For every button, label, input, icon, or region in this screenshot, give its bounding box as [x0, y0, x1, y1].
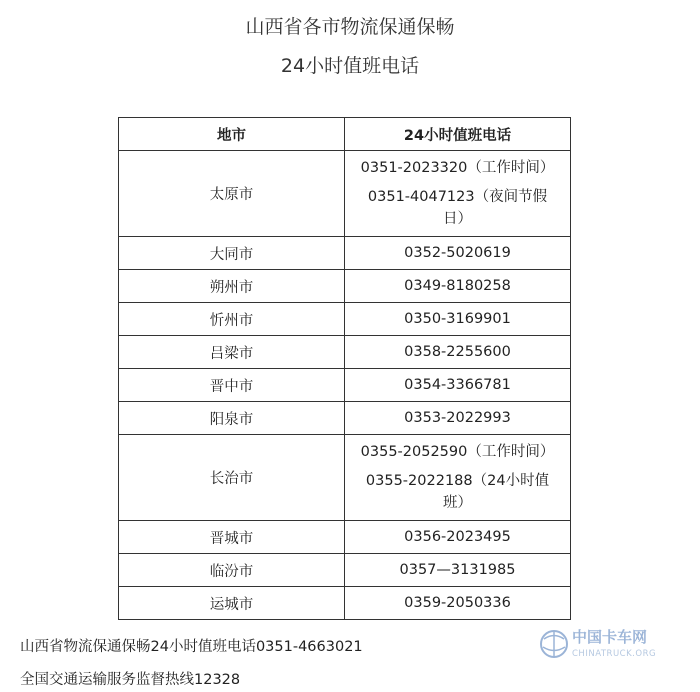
city-cell: 朔州市 — [119, 270, 345, 303]
footer-hotline-national: 全国交通运输服务监督热线12328 — [20, 672, 241, 688]
table-row — [119, 402, 571, 435]
table-row — [119, 303, 571, 336]
duty-phone-table — [118, 117, 571, 620]
phone-cell — [345, 435, 571, 521]
phone-cell — [345, 521, 571, 554]
phone-cell — [345, 402, 571, 435]
phone-number: 0353-2022993 — [404, 410, 511, 426]
phone-number: 0359-2050336 — [404, 595, 511, 611]
page-title-line2: 24小时值班电话 — [280, 55, 420, 77]
phone-cell — [345, 151, 571, 237]
phone-number: 0355-2022188（24小时值班） — [365, 473, 550, 511]
watermark-cn: 中国卡车网 — [572, 628, 648, 646]
phone-number: 0351-2023320（工作时间） — [360, 160, 555, 176]
city-cell: 忻州市 — [119, 303, 345, 336]
phone-number: 0354-3366781 — [404, 377, 511, 393]
table-row — [119, 554, 571, 587]
table-row — [119, 336, 571, 369]
phone-number: 0350-3169901 — [404, 311, 511, 327]
phone-cell — [345, 237, 571, 270]
watermark-en: CHINATRUCK.ORG — [572, 649, 657, 659]
table-row — [119, 151, 571, 237]
watermark-logo — [538, 622, 698, 670]
phone-number: 0355-2052590（工作时间） — [360, 444, 555, 460]
city-cell: 晋中市 — [119, 369, 345, 402]
city-cell: 大同市 — [119, 237, 345, 270]
city-cell: 晋城市 — [119, 521, 345, 554]
city-cell: 长治市 — [119, 435, 345, 521]
table-row — [119, 587, 571, 620]
table-row — [119, 270, 571, 303]
phone-number: 0351-4047123（夜间节假日） — [367, 189, 548, 227]
phone-number: 0358-2255600 — [404, 344, 511, 360]
header-city: 地市 — [119, 118, 345, 151]
table-row — [119, 237, 571, 270]
phone-cell — [345, 303, 571, 336]
page-title-line1: 山西省各市物流保通保畅 — [245, 16, 455, 38]
city-cell: 太原市 — [119, 151, 345, 237]
city-cell: 运城市 — [119, 587, 345, 620]
phone-number: 0357—3131985 — [399, 562, 516, 578]
footer-hotline-shanxi: 山西省物流保通保畅24小时值班电话0351-4663021 — [20, 639, 363, 655]
phone-number: 0352-5020619 — [404, 245, 511, 261]
city-cell: 阳泉市 — [119, 402, 345, 435]
phone-cell — [345, 587, 571, 620]
phone-number: 0349-8180258 — [404, 278, 511, 294]
phone-cell — [345, 270, 571, 303]
table-row — [119, 435, 571, 521]
phone-cell — [345, 336, 571, 369]
table-body — [119, 151, 571, 620]
phone-cell — [345, 554, 571, 587]
phone-cell — [345, 369, 571, 402]
city-cell: 吕梁市 — [119, 336, 345, 369]
table-header-row — [119, 118, 571, 151]
header-phone: 24小时值班电话 — [345, 118, 571, 151]
phone-number: 0356-2023495 — [404, 529, 511, 545]
table-row — [119, 521, 571, 554]
table-row — [119, 369, 571, 402]
city-cell: 临汾市 — [119, 554, 345, 587]
